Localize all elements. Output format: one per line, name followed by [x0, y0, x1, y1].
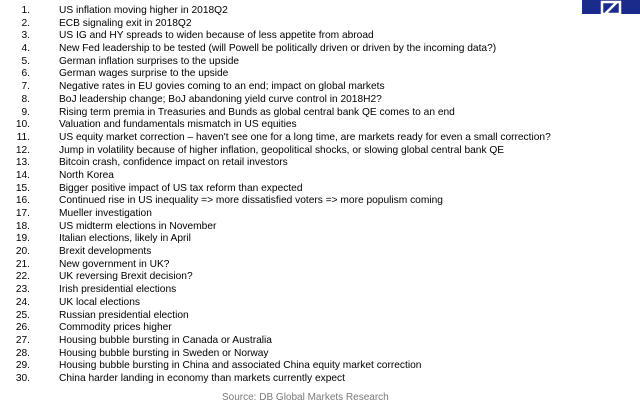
- list-item: [0, 373, 551, 386]
- list-item: [0, 284, 551, 297]
- list-item: [0, 68, 551, 81]
- item-text: China harder landing in economy than markets currently expect: [59, 372, 345, 384]
- list-item: [0, 259, 551, 272]
- item-number: 27.: [15, 334, 30, 346]
- list-item: [0, 348, 551, 361]
- item-number: 21.: [15, 258, 30, 270]
- list-item: [0, 132, 551, 145]
- logo-slash-icon: [582, 0, 640, 14]
- item-text: North Korea: [59, 169, 114, 181]
- item-text: Mueller investigation: [59, 208, 152, 219]
- list-item: [0, 56, 551, 69]
- list-item: [0, 297, 551, 310]
- list-item: [0, 246, 551, 259]
- item-text: Valuation and fundamentals mismatch in US equities: [59, 119, 297, 131]
- list-item: [0, 195, 551, 208]
- item-text: US midterm elections in November: [59, 220, 217, 232]
- item-text: Negative rates in EU govies coming to an end; impact on global markets: [59, 81, 385, 93]
- item-text: German wages surprise to the upside: [59, 68, 229, 80]
- item-number: 12.: [15, 144, 30, 156]
- item-text: German inflation surprises to the upside: [59, 55, 240, 67]
- item-number: 11.: [16, 131, 30, 143]
- list-item: [0, 310, 551, 323]
- item-number: 9.: [21, 106, 30, 118]
- item-text: New Fed leadership to be tested (will Powell be politically driven or driven by the incoming data?): [59, 43, 497, 55]
- item-number: 17.: [15, 208, 30, 219]
- item-number: 16.: [15, 195, 30, 207]
- list-item: [0, 119, 551, 132]
- item-text: Housing bubble bursting in China and associated China equity market correction: [59, 360, 422, 372]
- item-number: 18.: [15, 220, 30, 232]
- item-number: 28.: [15, 347, 30, 359]
- item-number: 6.: [21, 68, 30, 80]
- item-text: BoJ leadership change; BoJ abandoning yield curve control in 2018H2?: [59, 93, 382, 105]
- list-item: [0, 271, 551, 284]
- item-text: US inflation moving higher in 2018Q2: [59, 5, 228, 16]
- item-text: UK reversing Brexit decision?: [59, 271, 193, 283]
- list-item: [0, 322, 551, 335]
- item-number: 13.: [15, 157, 30, 169]
- item-text: Jump in volatility because of higher inflation, geopolitical shocks, or slowing global central bank QE: [59, 144, 505, 156]
- item-number: 30.: [15, 372, 30, 384]
- item-text: US IG and HY spreads to widen because of less appetite from abroad: [59, 30, 374, 42]
- list-item: [0, 81, 551, 94]
- risk-list: [0, 5, 551, 386]
- item-number: 8.: [21, 93, 30, 105]
- list-item: [0, 145, 551, 158]
- list-item: [0, 183, 551, 196]
- item-text: Irish presidential elections: [59, 284, 177, 296]
- item-text: Bitcoin crash, confidence impact on retail investors: [59, 157, 288, 169]
- item-number: 19.: [15, 233, 30, 245]
- list-item: [0, 157, 551, 170]
- item-number: 26.: [15, 322, 30, 334]
- item-text: ECB signaling exit in 2018Q2: [59, 17, 192, 29]
- list-item: [0, 221, 551, 234]
- item-text: New government in UK?: [59, 258, 170, 270]
- item-number: 5.: [21, 55, 30, 67]
- item-text: Bigger positive impact of US tax reform than expected: [59, 182, 303, 194]
- item-number: 25.: [15, 309, 30, 321]
- item-number: 4.: [21, 43, 30, 55]
- source-note: Source: DB Global Markets Research: [222, 392, 389, 403]
- item-text: UK local elections: [59, 296, 140, 308]
- item-number: 10.: [15, 119, 30, 131]
- item-text: Rising term premia in Treasuries and Bunds as global central bank QE comes to an end: [59, 106, 455, 118]
- list-item: [0, 30, 551, 43]
- item-text: Continued rise in US inequality => more dissatisfied voters => more populism coming: [59, 195, 443, 207]
- item-number: 3.: [21, 30, 30, 42]
- deutsche-bank-logo: [582, 0, 640, 14]
- item-text: Italian elections, likely in April: [59, 233, 191, 245]
- item-text: Housing bubble bursting in Sweden or Norway: [59, 347, 269, 359]
- item-text: Commodity prices higher: [59, 322, 172, 334]
- item-number: 29.: [15, 360, 30, 372]
- item-number: 7.: [21, 81, 30, 93]
- item-number: 23.: [15, 284, 30, 296]
- list-item: [0, 18, 551, 31]
- list-item: [0, 233, 551, 246]
- list-item: [0, 107, 551, 120]
- item-number: 20.: [15, 246, 30, 258]
- list-item: [0, 94, 551, 107]
- item-number: 22.: [15, 271, 30, 283]
- item-number: 15.: [15, 182, 30, 194]
- item-number: 2.: [21, 17, 30, 29]
- list-item: [0, 360, 551, 373]
- item-text: US equity market correction – haven't see one for a long time, are markets ready for even a small correction?: [59, 131, 551, 143]
- item-number: 14.: [15, 169, 30, 181]
- item-text: Brexit developments: [59, 246, 152, 258]
- list-item: [0, 43, 551, 56]
- item-text: Housing bubble bursting in Canada or Australia: [59, 334, 272, 346]
- list-item: [0, 170, 551, 183]
- item-number: 24.: [15, 296, 30, 308]
- item-number: 1.: [21, 5, 30, 16]
- item-text: Russian presidential election: [59, 309, 189, 321]
- list-item: [0, 208, 551, 221]
- list-item: [0, 335, 551, 348]
- list-item: [0, 5, 551, 18]
